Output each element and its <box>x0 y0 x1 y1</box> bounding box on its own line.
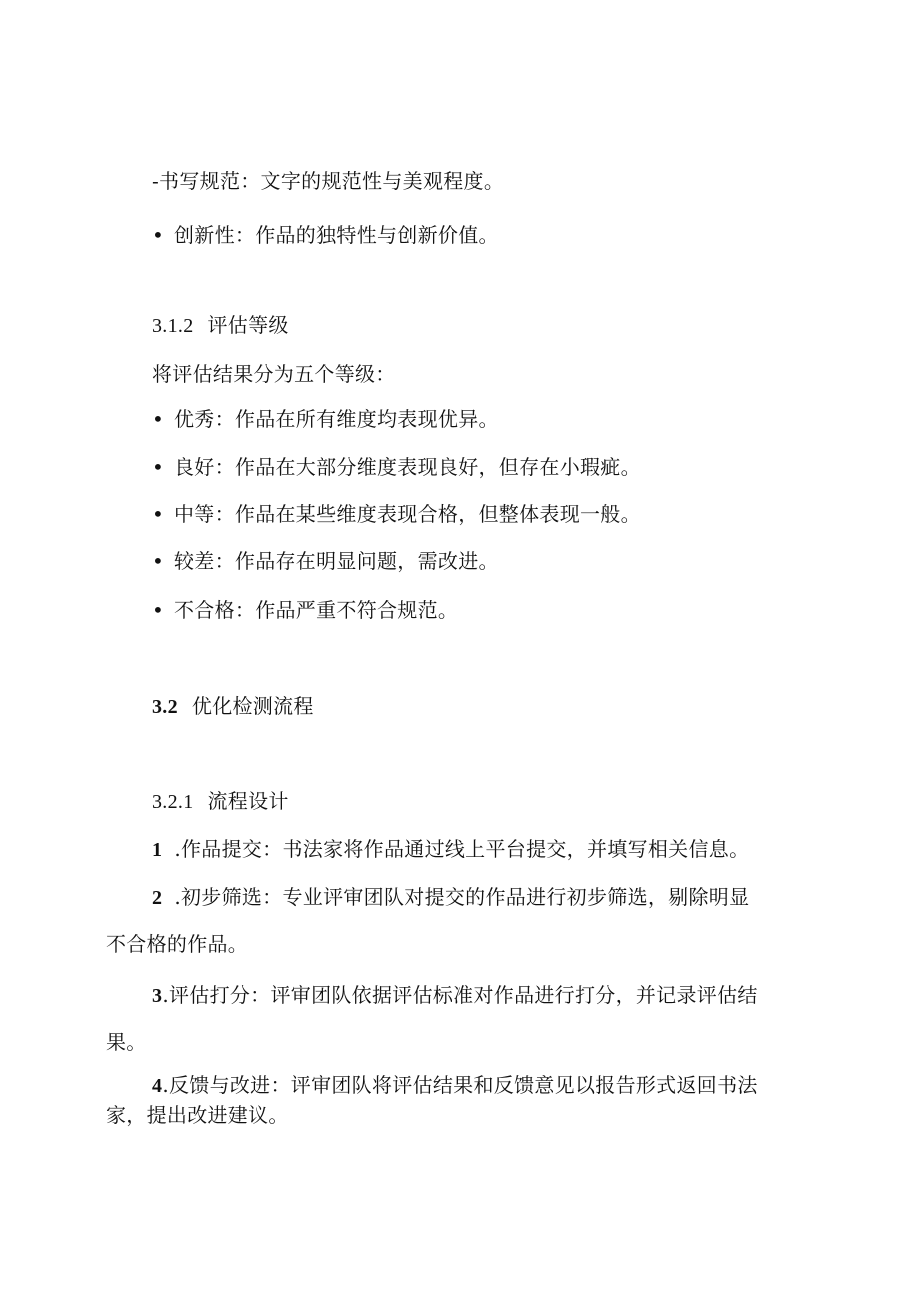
step-text-continued: 果。 <box>106 1030 147 1054</box>
levels-intro <box>152 360 396 388</box>
level-text: 中等：作品在某些维度表现合格，但整体表现一般。 <box>174 502 641 526</box>
level-item <box>152 405 499 433</box>
level-item <box>152 547 499 575</box>
bullet-icon: • <box>152 223 165 247</box>
step-text: .反馈与改进：评审团队将评估结果和反馈意见以报告形式返回书法 <box>162 1073 758 1097</box>
bullet-icon: • <box>152 502 165 526</box>
level-item <box>152 596 458 624</box>
heading-3-1-2 <box>152 311 289 340</box>
level-text: 良好：作品在大部分维度表现良好，但存在小瑕疵。 <box>174 455 641 479</box>
criterion-innovation <box>152 221 499 249</box>
step-number: 1 <box>152 839 163 861</box>
heading-3-1-2-title: 评估等级 <box>207 313 289 337</box>
step-item <box>152 883 749 912</box>
criterion-writing-norm-text: -书写规范：文字的规范性与美观程度。 <box>152 169 505 193</box>
step-item <box>152 1071 758 1100</box>
step-number: 4 <box>152 1075 163 1097</box>
level-item <box>152 500 641 528</box>
step-text-continued: 家，提出改进建议。 <box>106 1103 289 1127</box>
level-text: 优秀：作品在所有维度均表现优异。 <box>174 407 499 431</box>
heading-3-2-title: 优化检测流程 <box>191 694 314 718</box>
bullet-icon: • <box>152 455 165 479</box>
step-text-continued: 不合格的作品。 <box>106 932 249 956</box>
criterion-innovation-text: 创新性：作品的独特性与创新价值。 <box>174 223 499 247</box>
criterion-writing-norm <box>152 167 504 195</box>
heading-3-2-1 <box>152 787 289 816</box>
step-item <box>152 835 749 864</box>
step-text: .评估打分：评审团队依据评估标准对作品进行打分，并记录评估结 <box>162 983 758 1007</box>
level-item <box>152 453 641 481</box>
level-text: 较差：作品存在明显问题，需改进。 <box>174 549 499 573</box>
bullet-icon: • <box>152 549 165 573</box>
heading-3-2-1-number: 3.2.1 <box>152 791 194 813</box>
step-number: 3 <box>152 985 163 1007</box>
levels-intro-text: 将评估结果分为五个等级： <box>152 362 396 386</box>
bullet-icon: • <box>152 407 165 431</box>
level-text: 不合格：作品严重不符合规范。 <box>174 598 459 622</box>
step-continuation <box>106 1101 289 1129</box>
heading-3-1-2-number: 3.1.2 <box>152 315 194 337</box>
heading-3-2 <box>152 692 314 721</box>
heading-3-2-1-title: 流程设计 <box>207 789 289 813</box>
heading-3-2-number: 3.2 <box>152 696 178 718</box>
step-number: 2 <box>152 887 163 909</box>
bullet-icon: • <box>152 598 165 622</box>
step-continuation <box>106 1028 147 1056</box>
step-item <box>152 981 758 1010</box>
step-text: .初步筛选：专业评审团队对提交的作品进行初步筛选，剔除明显 <box>174 885 750 909</box>
step-text: .作品提交：书法家将作品通过线上平台提交，并填写相关信息。 <box>174 837 750 861</box>
step-continuation <box>106 930 248 958</box>
